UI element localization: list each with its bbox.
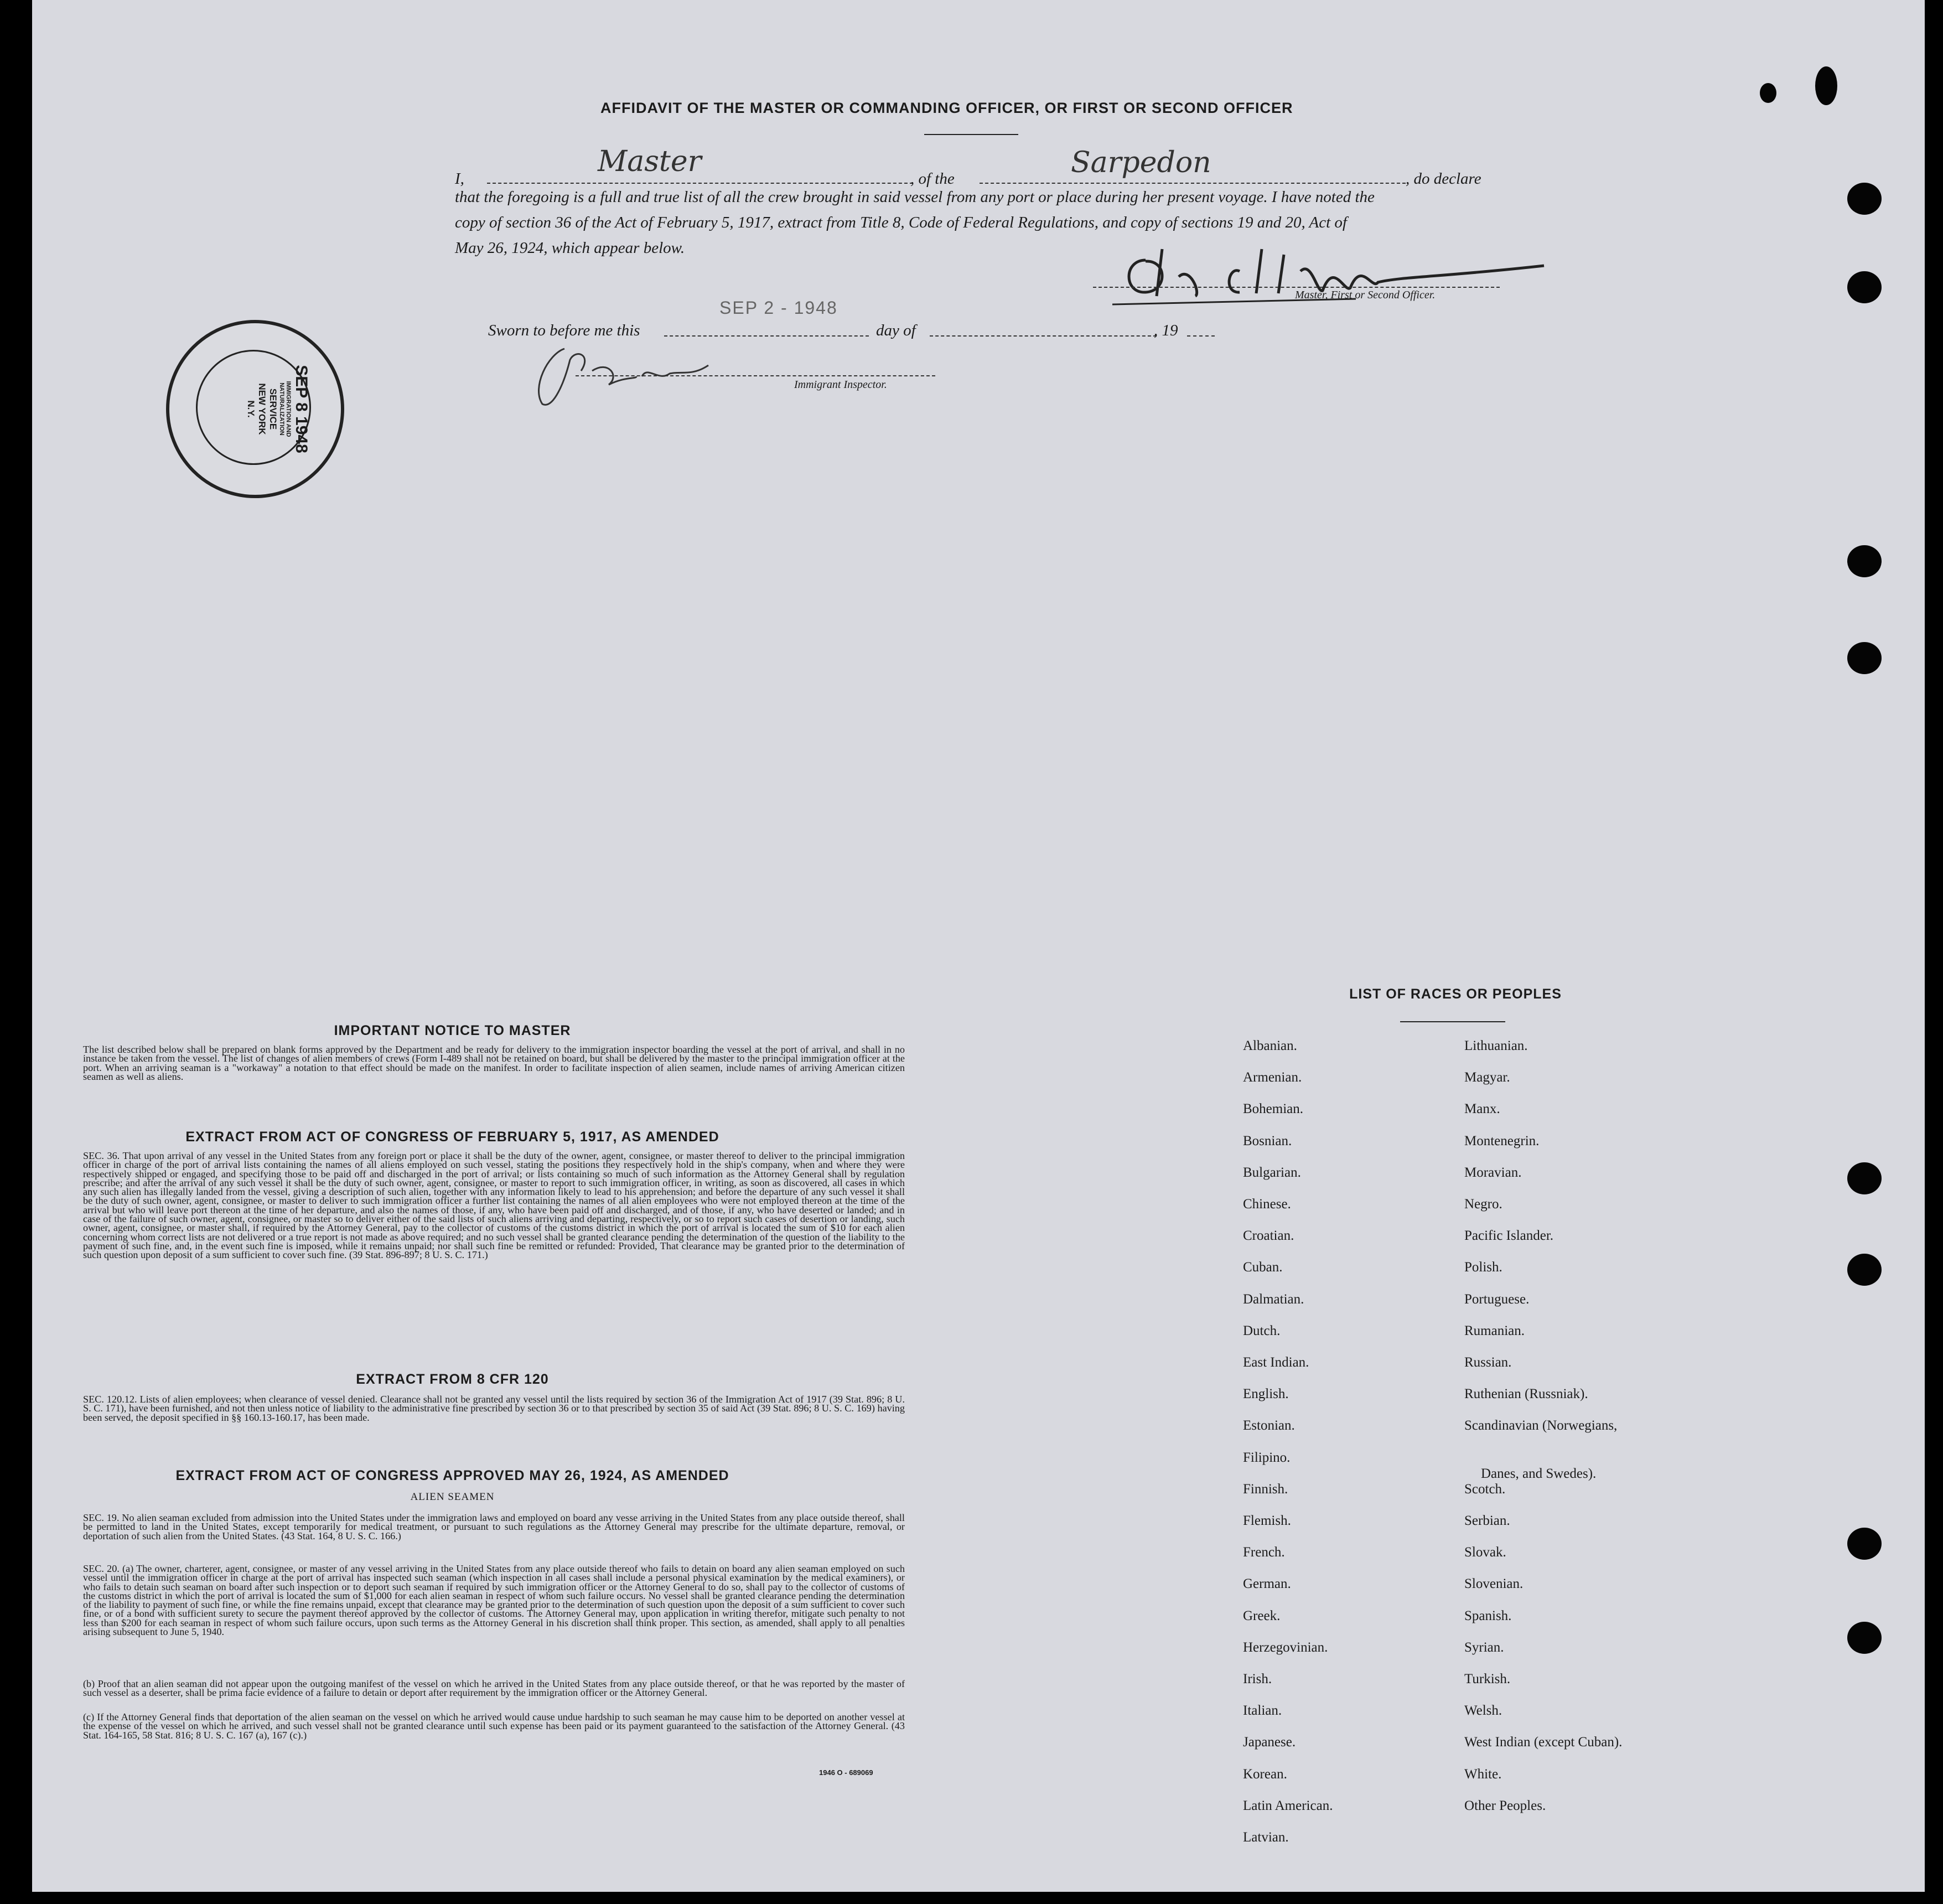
officer-signature-line	[1093, 287, 1500, 288]
race-item: Manx.	[1464, 1101, 1500, 1117]
race-item: Chinese.	[1243, 1197, 1291, 1212]
race-item: English.	[1243, 1386, 1289, 1402]
race-item: Moravian.	[1464, 1165, 1522, 1180]
extract3-subheading: ALIEN SEAMEN	[410, 1491, 495, 1503]
declaration-line-2: that the foregoing is a full and true list of all the crew brought in said vessel from any port or place during her present voyage. I have noted the	[455, 188, 1375, 206]
seal-text-4: N.Y.	[246, 400, 256, 418]
race-item: Croatian.	[1243, 1228, 1294, 1244]
race-item: Spanish.	[1464, 1608, 1512, 1623]
race-item: Bulgarian.	[1243, 1165, 1301, 1180]
extract3-heading: EXTRACT FROM ACT OF CONGRESS APPROVED MAY 26, 1924, AS AMENDED	[175, 1468, 729, 1483]
race-item: Italian.	[1243, 1703, 1282, 1719]
title-underline	[924, 134, 1018, 135]
punch-mark	[1760, 83, 1776, 103]
race-item: Albanian.	[1243, 1038, 1297, 1053]
race-item: Rumanian.	[1464, 1323, 1525, 1338]
race-item: Dalmatian.	[1243, 1291, 1304, 1307]
race-item: Herzegovinian.	[1243, 1639, 1328, 1655]
race-item: Greek.	[1243, 1608, 1281, 1623]
race-item: Turkish.	[1464, 1672, 1511, 1686]
race-item: Lithuanian.	[1464, 1038, 1528, 1053]
race-item: Other Peoples.	[1464, 1798, 1546, 1813]
race-item: Russian.	[1464, 1355, 1512, 1370]
punch-mark	[1815, 66, 1837, 105]
year-prefix: , 19	[1154, 322, 1178, 339]
declaration-line-3: copy of section 36 of the Act of February 5, 1917, extract from Title 8, Code of Federal Regulations, and copy of sections 19 and 20, Act of	[455, 214, 1347, 231]
seal-text-1: IMMIGRATION AND NATURALIZATION	[278, 381, 292, 437]
naturalization-seal	[166, 320, 344, 498]
seal-date: SEP 8 1948	[292, 365, 310, 453]
punch-hole	[1847, 545, 1882, 577]
races-underline	[1400, 1021, 1505, 1022]
inspector-signature	[526, 338, 758, 421]
do-declare-label: , do declare	[1406, 170, 1481, 188]
race-item: Bosnian.	[1243, 1133, 1292, 1148]
race-item: Korean.	[1243, 1766, 1287, 1782]
race-item: Latin American.	[1243, 1798, 1333, 1813]
inspector-signature-line	[576, 375, 935, 376]
punch-hole	[1847, 1622, 1882, 1654]
extract3-sec20a: SEC. 20. (a) The owner, charterer, agent, consignee, or master of any vessel arriving in the United States from any place outside thereof who fails to detain on board any alien seaman employed on such vessel until the immigration officer in charge at the port of arrival has inspected such seaman (which inspection in all cases shall include a personal physical examination by the medical examiners), or who fails to detain such seaman on board after such inspection or to deport such seaman if required by such immigration officer or the Attorney General to do so, shall pay to the collector of customs of the customs district in which the port of arrival is located the sum of $1,000 for each alien seaman in respect of whom such failure occurs. No vessel shall be granted clearance pending the determination of the liability to payment of such fine, or while the fine remains unpaid, except that clearance may be granted prior to the determination of such question upon the deposit of a sum sufficient to cover such fine, or of a bond with sufficient surety to secure the payment thereof approved by the collector of customs. The Attorney General may, upon application in writing therefor, mitigate such penalty to not less than $200 for each seaman in respect of whom such failure occurs, upon such terms as the Attorney General in his discretion shall think proper. This section, as amended, shall apply to all penalties arising subsequent to June 5, 1940.	[83, 1563, 905, 1638]
declaration-line-4: May 26, 1924, which appear below.	[455, 239, 685, 257]
vessel-line	[980, 183, 1406, 184]
race-item: White.	[1464, 1766, 1502, 1782]
race-item: Estonian.	[1243, 1418, 1295, 1434]
race-item: Negro.	[1464, 1197, 1502, 1212]
race-item: Danes, and Swedes).	[1481, 1466, 1597, 1481]
races-heading: LIST OF RACES OR PEOPLES	[1349, 986, 1562, 1002]
extract3-sec20c: (c) If the Attorney General finds that deportation of the alien seaman on the vessel on which he arrived would cause undue hardship to such seaman he may cause him to be deported on another vessel at the expense of the vessel on which he arrived, and such vessel shall not be granted clearance until such expense has been paid or its payment guaranteed to the satisfaction of the Attorney General. (43 Stat. 164-165, 58 Stat. 816; 8 U. S. C. 167 (a), 167 (c).)	[83, 1711, 905, 1741]
handwritten-vessel: Sarpedon	[1071, 146, 1211, 179]
extract3-sec20b: (b) Proof that an alien seaman did not appear upon the outgoing manifest of the vessel on which he arrived in the United States from any place outside thereof, or that he was reported by the master of such vessel as a deserter, shall be prima facie evidence of a failure to detain or deport after requirement by the immigration officer or the Attorney General.	[83, 1678, 905, 1699]
race-item: West Indian (except Cuban).	[1464, 1735, 1623, 1750]
race-item: Scotch.	[1464, 1481, 1506, 1497]
race-item: Pacific Islander.	[1464, 1228, 1554, 1244]
extract1-text: SEC. 36. That upon arrival of any vessel in the United States from any foreign port or place it shall be the duty of the owner, agent, consignee, or master thereof to deliver to the principal immigration officer in charge of the port of arrival lists containing the names of all aliens employed on such vessel, stating the positions they respectively hold in the ship's company, when and where they were respectively shipped or engaged, and specifying those to be paid off and discharged in the port of arrival; or lists containing so much of such information as the Attorney General shall by regulation prescribe; and after the arrival of any such vessel it shall be the duty of such owner, agent, consignee, or master to report to such immigration officer, in writing, as soon as discovered, all cases in which any such alien has illegally landed from the vessel, giving a description of such alien, together with any information likely to lead to his apprehension; and before the departure of any such vessel it shall be the duty of such owner, agent, consignee, or master to deliver to such immigration officer a further list containing the names of all alien employees who were not employed thereon at the time of the arrival but who will leave port thereon at the time of her departure, and also the names of those, if any, who have been paid off and discharged, and of those, if any, who have deserted or landed; and in case of the failure of such owner, agent, consignee, or master so to deliver either of the said lists of such aliens arriving and departing, respectively, or so to report such cases of desertion or landing, such owner, agent, consignee, or master shall, if required by the Attorney General, pay to the collector of customs of the customs district in which the port of arrival is located the sum of $10 for each alien concerning whom correct lists are not delivered or a true report is not made as above required; and no such vessel shall be granted clearance pending the determination of the question of the liability to the payment of such fine, and, in the event such fine is imposed, while it remains unpaid; nor shall such fine be remitted or refunded: Provided, That clearance may be granted prior to the determination of such question upon deposit of a sum sufficient to cover such fine. (39 Stat. 896-897; 8 U. S. C. 171.)	[83, 1150, 905, 1261]
race-item: Finnish.	[1243, 1481, 1288, 1497]
race-item: Portuguese.	[1464, 1291, 1530, 1307]
date-stamp: SEP 2 - 1948	[719, 298, 838, 318]
punch-hole	[1847, 1162, 1882, 1194]
of-the-label: , of the	[910, 170, 955, 188]
extract1-heading: EXTRACT FROM ACT OF CONGRESS OF FEBRUARY 5, 1917, AS AMENDED	[185, 1129, 719, 1145]
race-item: Ruthenian (Russniak).	[1464, 1386, 1588, 1402]
punch-hole	[1847, 183, 1882, 215]
race-item: Japanese.	[1243, 1735, 1296, 1750]
race-item: German.	[1243, 1576, 1291, 1592]
officer-caption: Master, First or Second Officer.	[1295, 289, 1436, 301]
notice-text: The list described below shall be prepared on blank forms approved by the Department and be ready for delivery to the immigration inspector boarding the vessel at the port of arrival, and shall in no instance be taken from the vessel. The list of changes of alien members of crews (Form I-489 shall not be retained on board, but shall be delivered by the master to the principal immigration officer at the port. When an arriving seaman is a "workaway" a notation to that effect should be made on the manifest. In order to facilitate inspection of alien seamen, include names of arriving American citizen seamen as well as aliens.	[83, 1044, 905, 1082]
print-code: 1946 O - 689069	[819, 1768, 873, 1777]
sworn-day-line	[664, 335, 869, 337]
inspector-caption: Immigrant Inspector.	[794, 379, 887, 391]
race-item: Serbian.	[1464, 1513, 1510, 1528]
sworn-label: Sworn to before me this	[488, 322, 640, 339]
race-item: Magyar.	[1464, 1070, 1510, 1085]
race-item: Bohemian.	[1243, 1101, 1304, 1117]
day-of-label: day of	[876, 322, 916, 339]
year-line	[1187, 335, 1215, 337]
race-item: French.	[1243, 1545, 1285, 1560]
extract2-text: SEC. 120.12. Lists of alien employees; when clearance of vessel denied. Clearance shall not be granted any vessel until the lists required by section 36 of the Immigration Act of 1917 (39 Stat. 896; 8 U. S. C. 171), have been furnished, and not then unless notice of liability to the administrative fine prescribed by section 36 or to that prescribed by section 35 of said Act (39 Stat. 896; 8 U. S. C. 169) having been served, the deposit specified in §§ 160.13-160.17, has been made.	[83, 1394, 905, 1423]
name-line	[487, 183, 913, 184]
punch-hole	[1847, 1254, 1882, 1286]
punch-hole	[1847, 1528, 1882, 1560]
month-line	[930, 335, 1157, 337]
race-item: Polish.	[1464, 1260, 1502, 1275]
handwritten-name: Master	[598, 145, 702, 178]
notice-heading: IMPORTANT NOTICE TO MASTER	[334, 1023, 571, 1038]
race-item: Slovenian.	[1464, 1576, 1524, 1592]
race-item: Slovak.	[1464, 1545, 1506, 1560]
race-item: Irish.	[1243, 1672, 1272, 1686]
seal-text-block	[216, 362, 310, 456]
race-item: East Indian.	[1243, 1355, 1309, 1370]
race-item: Montenegrin.	[1464, 1133, 1540, 1148]
race-item: Cuban.	[1243, 1260, 1283, 1275]
race-item: Filipino.	[1243, 1450, 1291, 1465]
seal-text-2: SERVICE	[268, 388, 278, 430]
declaration-i: I,	[455, 170, 464, 188]
extract2-heading: EXTRACT FROM 8 CFR 120	[356, 1372, 549, 1387]
extract3-sec19: SEC. 19. No alien seaman excluded from admission into the United States under the immigration laws and employed on board any vesse arriving in the United States from any place outside thereof, shall be permitted to land in the United States, except temporarily for medical treatment, or pursuant to such regulations as the Attorney General may prescribe for the ultimate departure, removal, or deportation of such alien from the United States. (43 Stat. 164, 8 U. S. C. 166.)	[83, 1512, 905, 1541]
race-item: Scandinavian (Norwegians,	[1464, 1418, 1618, 1434]
race-item: Armenian.	[1243, 1070, 1302, 1085]
race-item: Syrian.	[1464, 1639, 1504, 1655]
race-item: Welsh.	[1464, 1703, 1502, 1719]
race-item: Flemish.	[1243, 1513, 1291, 1528]
race-item: Dutch.	[1243, 1323, 1281, 1338]
punch-hole	[1847, 642, 1882, 674]
race-item: Latvian.	[1243, 1830, 1289, 1845]
punch-hole	[1847, 271, 1882, 303]
seal-text-3: NEW YORK	[257, 383, 267, 435]
affidavit-title: AFFIDAVIT OF THE MASTER OR COMMANDING OFFICER, OR FIRST OR SECOND OFFICER	[600, 100, 1293, 116]
